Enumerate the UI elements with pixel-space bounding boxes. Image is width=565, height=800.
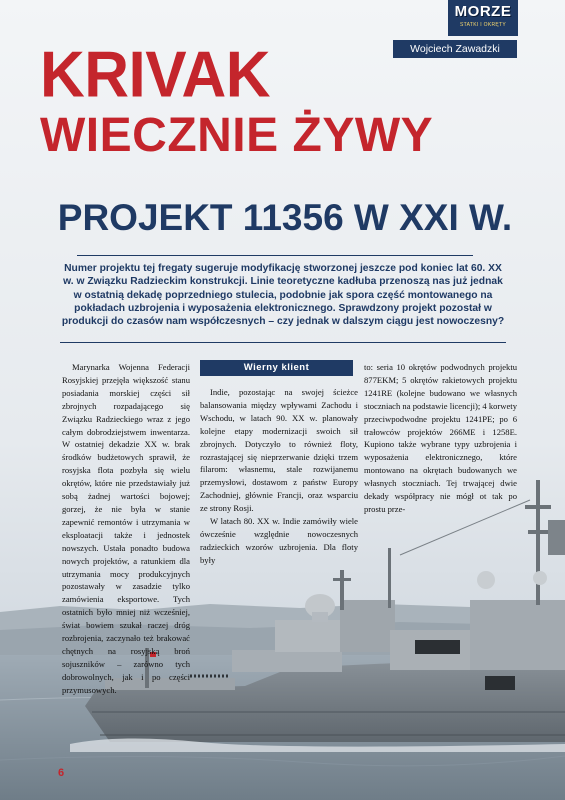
article-subtitle: PROJEKT 11356 W XXI W.: [57, 197, 513, 238]
body-paragraph: to: seria 10 okrętów podwodnych projektu 877EKM; 5 okrętów rakietowych projektu 1241RE (kolejne budowano we własnych stoczniach na podstawie licencji); 4 korwety przeciwpodwodne projektu 1241PE; po 6 trałowców projektów 266ME i 1258E. Kupiono także wybrane typy uzbrojenia i wyposażenia elektronicznego, które montowano na okrętach budowanych we własnych stoczniach. Tej trwającej dwie dekady współpracy nie mógł ot tak po prostu prze-: [364, 362, 517, 514]
logo-subtitle: STATKI I OKRĘTY: [460, 22, 506, 28]
lead-rule-top: [77, 255, 473, 256]
body-column-2: [200, 386, 358, 567]
section-kicker: Wierny klient: [200, 360, 353, 376]
article-title-line2: WIECZNIE ŻYWY: [40, 109, 434, 162]
author-badge: Wojciech Zawadzki: [393, 40, 517, 58]
body-column-3: [364, 361, 517, 516]
body-paragraph: Marynarka Wojenna Federacji Rosyjskiej przejęła większość stanu posiadania morskiej części sił zbrojnych rozpadającego się Związku Radzieckiego wraz z jego całym dobrodziejstwem inwentarza. W ostatniej dekadzie XX w. brak środków budżetowych sprawił, że rosyjska flota pozbyła się wielu okrętów, które nie przedstawiały już sobą żadnej wartości bojowej; gorzej, że nie była w stanie zapewnić remontów i utrzymania w eksploatacji także i jednostek nowszych. Ustała ponadto budowa nowych projektów, a ratunkiem dla utrzymania mocy produkcyjnych pozostawały w zasadzie tylko zamówienia eksportowe. Tych ostatnich było mniej niż wcześniej, świat bowiem szukał raczej dróg rozbrojenia, zaczynało też brakować chętnych na rosyjską broń sojuszników – zarówno tych dobrowolnych, jak i po części przymusowych.: [62, 362, 190, 695]
lead-rule-bottom: [60, 342, 506, 343]
logo-title: MORZE: [454, 3, 512, 20]
article-title-line1: KRIVAK: [40, 38, 271, 112]
magazine-logo: [448, 0, 518, 36]
body-paragraph: Indie, pozostając na swojej ścieżce balansowania między wpływami Zachodu i Wschodu, w latach 90. XX w. planowały kolejne etapy modernizacji swoich sił zbrojnych. Dotyczyło to również floty, rozrastającej się nieprzerwanie dzięki trzem filarom: własnemu, stale rozwijanemu przemysłowi, dostawom z państw Europy Zachodniej, głównie Francji, oraz wsparciu ze strony Rosji.: [200, 387, 358, 514]
body-paragraph: W latach 80. XX w. Indie zamówiły wiele ówcześnie względnie nowoczesnych radzieckich wzorów uzbrojenia. Dla floty były: [200, 516, 358, 565]
body-column-1: [62, 361, 190, 697]
article-lead: Numer projektu tej fregaty sugeruje modyfikację stworzonej jeszcze pod koniec lat 60. XX w. w Związku Radzieckim konstrukcji. Linie teoretyczne kadłuba przenoszą nas już jednak w ostatnią dekadę poprzedniego stulecia, podobnie jak spora część montowanego na pokładach uzbrojenia i wyposażenia elektronicznego. Sprawdzony projekt pozostał w produkcji do czasów nam współczesnych – czy jednak w dalszym ciągu jest nowoczesny?: [61, 263, 505, 328]
page-number: 6: [58, 767, 65, 779]
